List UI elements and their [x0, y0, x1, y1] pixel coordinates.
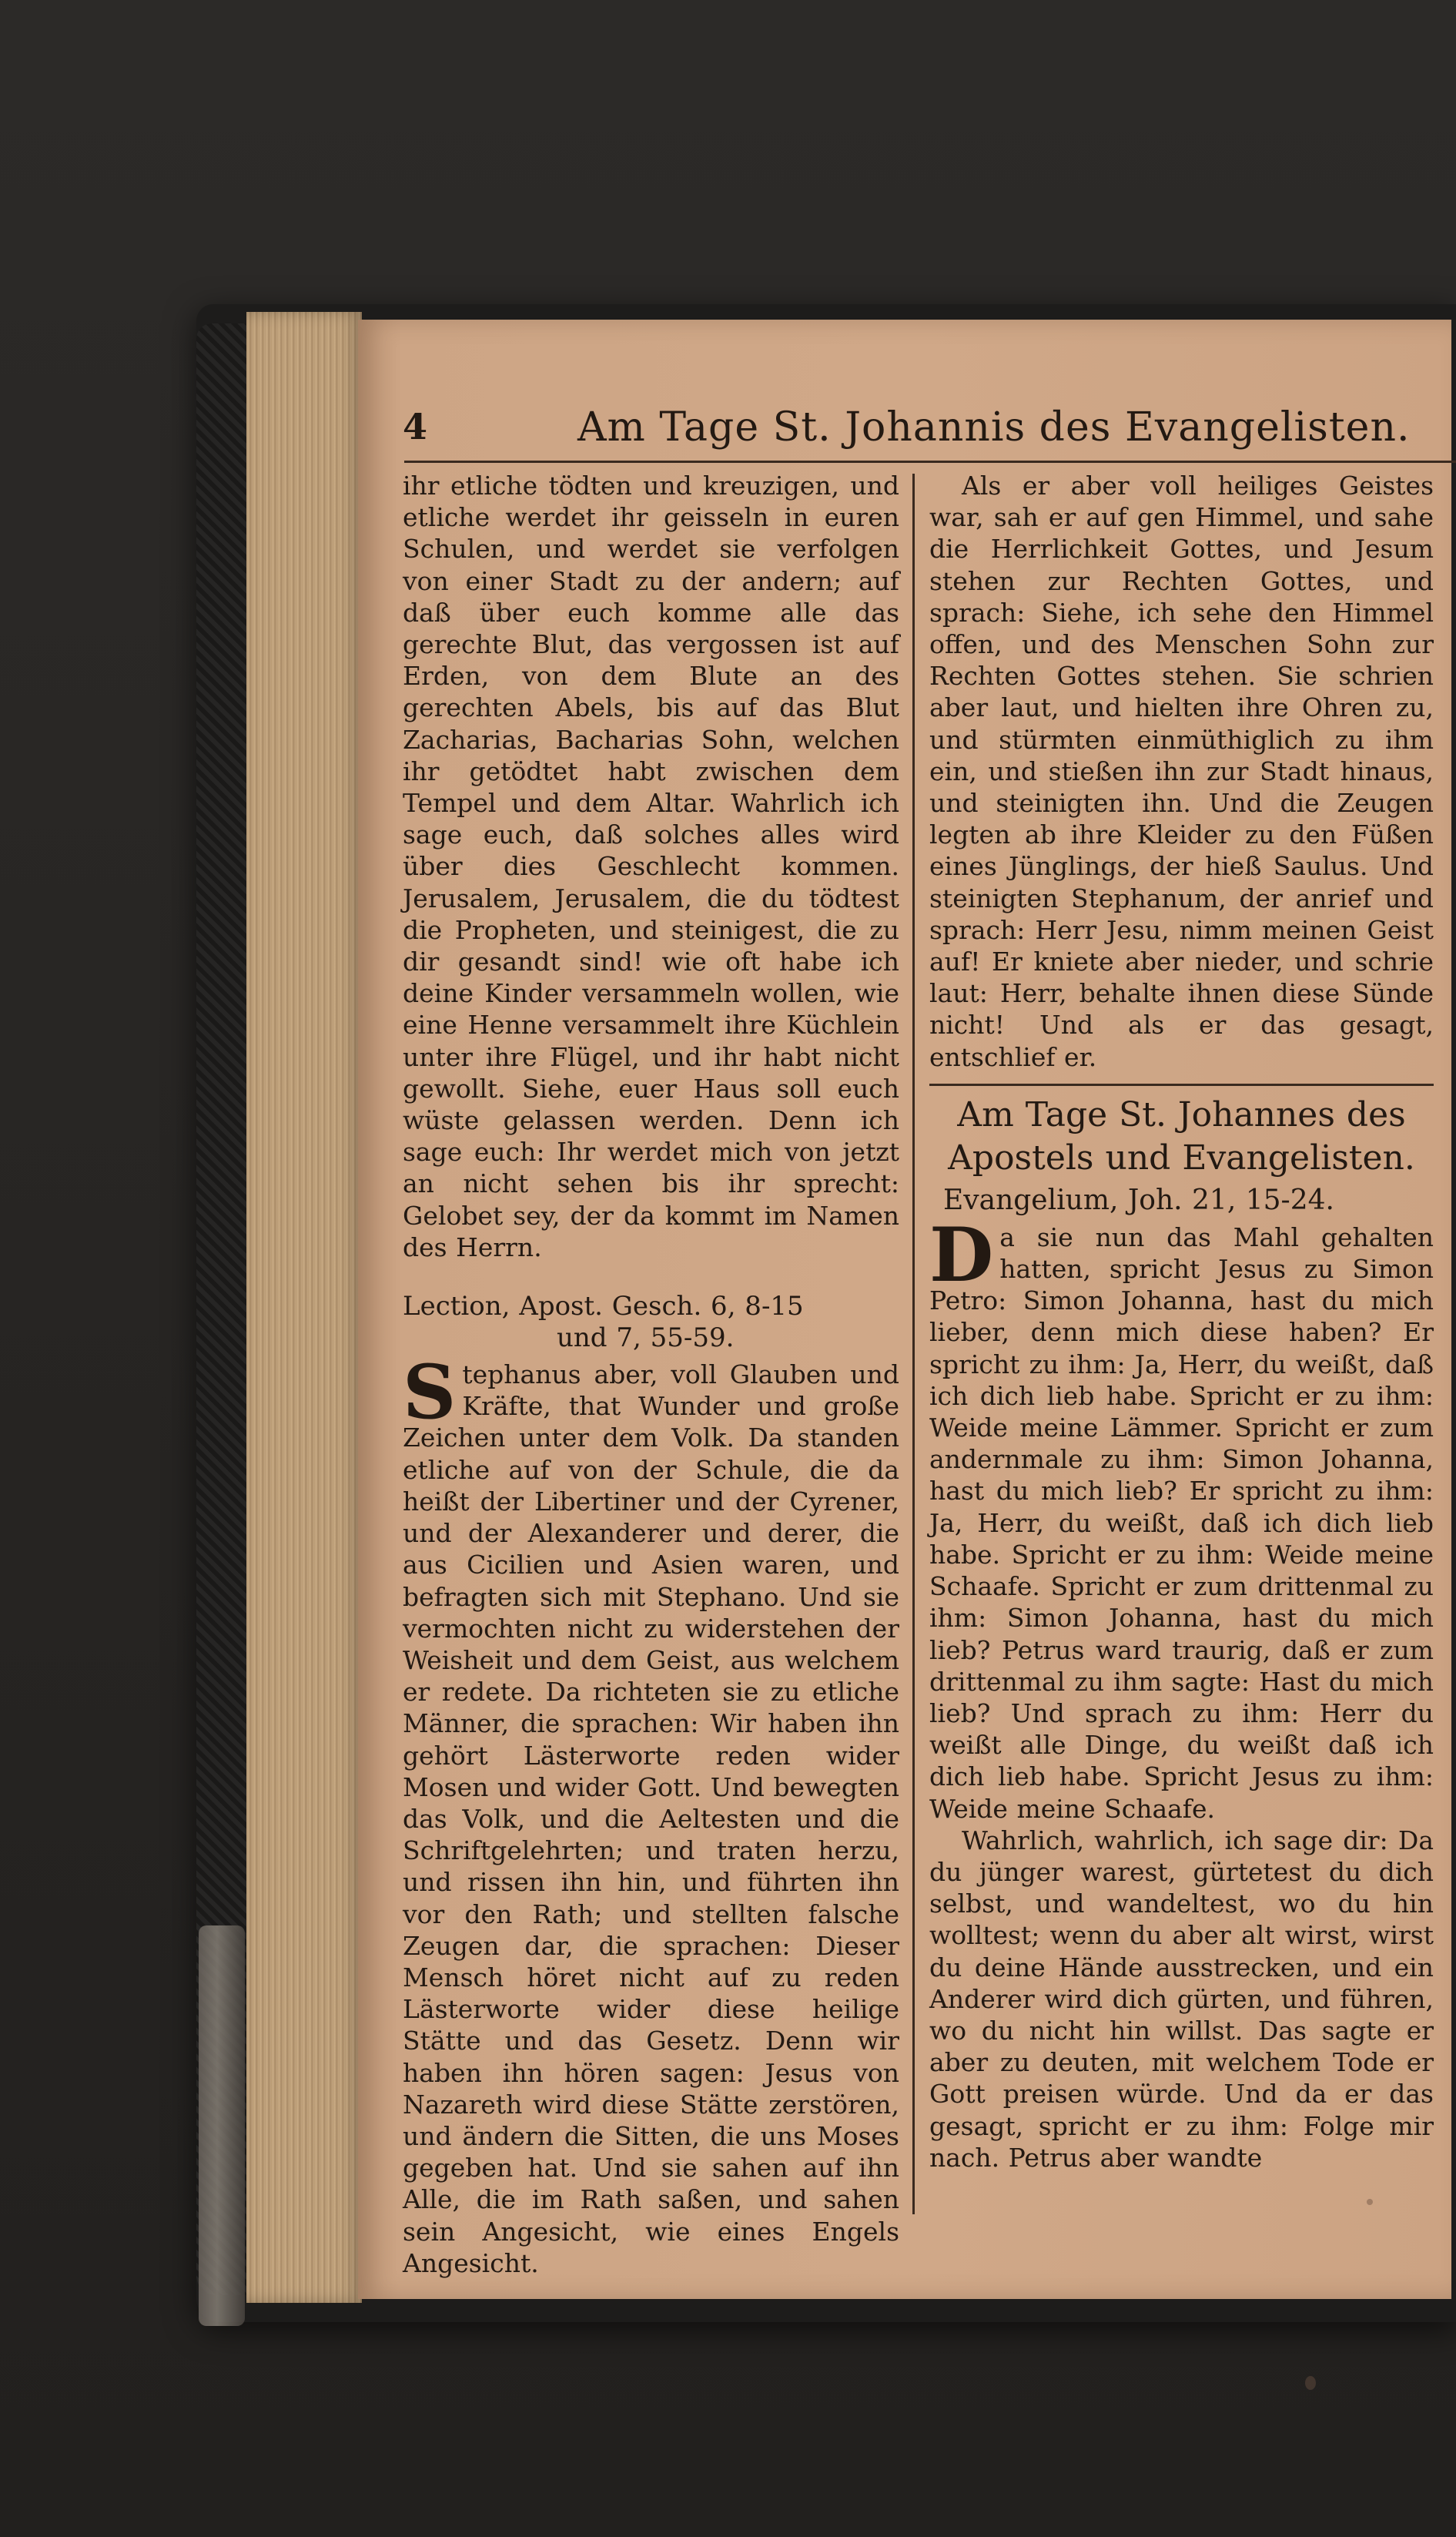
right-column [929, 470, 1434, 2173]
lection-heading-title: Lection, Apost. Gesch. 6, 8-15 [403, 1291, 804, 1322]
paper-spot [1367, 2199, 1373, 2205]
lection-paragraph [403, 1349, 899, 2279]
gospel-reference: Evangelium, Joh. 21, 15-24. [943, 1184, 1334, 1216]
lection-heading-ref: und 7, 55-59. [557, 1322, 735, 1354]
page-edges [246, 312, 362, 2303]
right-paragraph-last: Wahrlich, wahrlich, ich sage dir: Da du jünger warest, gürtetest du dich selbst, und wandeltest, wo du hin wolltest; wenn du aber alt wirst, wirst du deine Hände ausstrecken, und ein Anderer wird dich gürten, und führen, wo du nicht hin willst. Das sagte er aber zu deuten, mit welchem Tode er Gott preisen würde. Und da er das gesagt, spricht er zu ihm: Folge mir nach. Petrus aber wandte [929, 1825, 1434, 2173]
book-page [358, 320, 1451, 2299]
header-rule [404, 461, 1456, 463]
column-divider [912, 474, 915, 2214]
section-rule [929, 1084, 1434, 1086]
lection-dropcap: S [403, 1349, 457, 1436]
gospel-dropcap: D [929, 1211, 994, 1299]
feast-title-line-1: Am Tage St. Johannes des [957, 1094, 1406, 1134]
left-column [403, 470, 899, 2279]
feast-title-line-2: Apostels und Evangelisten. [948, 1138, 1415, 1178]
running-head: Am Tage St. Johannis des Evangelisten. [577, 404, 1411, 451]
gospel-text: a sie nun das Mahl gehalten hatten, spricht Jesus zu Simon Petro: Simon Johanna, hast du mich lieber, denn mich diese haben? Er spricht zu ihm: Ja, Herr, du weißt, daß ich dich lieb habe. Spricht er zu ihm: Weide meine Lämmer. Spricht er zum andernmale zu ihm: Simon Johanna, hast du mich lieb? Er spricht zu ihm: Ja, Herr, du weißt, daß ich dich lieb habe. Spricht er zu ihm: Weide meine Schaafe. Spricht er zum drittenmal zu ihm: Simon Johanna, hast du mich lieb? Petrus ward traurig, daß er zum drittenmal zu ihm sagte: Hast du mich lieb? Und sprach zu ihm: Herr du weißt alle Dinge, du weißt daß ich dich lieb habe. Spricht Jesus zu ihm: Weide meine Schaafe. [929, 1222, 1434, 1824]
paper-spot [1305, 2376, 1316, 2390]
right-paragraph-stephen: Als er aber voll heiliges Geistes war, sah er auf gen Himmel, und sahe die Herrlichkeit Gottes, und Jesum stehen zur Rechten Gottes, und sprach: Siehe, ich sehe den Himmel offen, und des Menschen Sohn zur Rechten Gottes stehen. Sie schrien aber laut, und hielten ihre Ohren zu, und stürmten einmüthiglich zu ihm ein, und stießen ihn zur Stadt hinaus, und steinigten ihn. Und die Zeugen legten ab ihre Kleider zu den Füßen eines Jünglings, der hieß Saulus. Und steinigten Stephanum, der anrief und sprach: Herr Jesu, nimm meinen Geist auf! Er kniete aber nieder, und schrie laut: Herr, behalte ihnen diese Sünde nicht! Und als er das gesagt, entschlief er. [929, 471, 1434, 1072]
left-paragraph-continuation: ihr etliche tödten und kreuzigen, und etliche werdet ihr geisseln in euren Schulen, und werdet sie verfolgen von einer Stadt zu der andern; auf daß über euch komme alle das gerechte Blut, das vergossen ist auf Erden, von dem Blute an des gerechten Abels, bis auf das Blut Zacharias, Bacharias Sohn, welchen ihr getödtet habt zwischen dem Tempel und dem Altar. Wahrlich ich sage euch, daß solches alles wird über dies Geschlecht kommen. Jerusalem, Jerusalem, die du tödtest die Propheten, und steinigest, die zu dir gesandt sind! wie oft habe ich deine Kinder versammeln wollen, wie eine Henne versammelt ihre Küchlein unter ihre Flügel, und ihr habt nicht gewollt. Siehe, euer Haus soll euch wüste gelassen werden. Denn ich sage euch: Ihr werdet mich von jetzt an nicht sehen bis ihr sprecht: Gelobet sey, der da kommt im Namen des Herrn. [403, 471, 899, 1262]
lection-text: tephanus aber, voll Glauben und Kräfte, that Wunder und große Zeichen unter dem Volk. Da standen etliche auf von der Schule, die da heißt der Libertiner und der Cyrener, und der Alexanderer und derer, die aus Cicilien und Asien waren, und befragten sich mit Stephano. Und sie vermochten nicht zu widerstehen der Weisheit und dem Geist, aus welchem er redete. Da richteten sie zu etliche Männer, die sprachen: Wir haben ihn gehört Lästerworte reden wider Mosen und wider Gott. Und bewegten das Volk, und die Aeltesten und die Schriftgelehrten; und traten herzu, und rissen ihn hin, und führten ihn vor den Rath; und stellten falsche Zeugen dar, die sprachen: Dieser Mensch höret nicht auf zu reden Lästerworte wider diese heilige Stätte und das Gesetz. Denn wir haben ihn hören sagen: Jesus von Nazareth wird diese Stätte zerstören, und ändern die Sitten, die uns Moses gegeben hat. Und sie sahen auf ihn Alle, die im Rath saßen, und sahen sein Angesicht, wie eines Engels Angesicht. [403, 1359, 899, 2278]
lection-heading [403, 1291, 899, 1354]
worn-cover-corner [199, 1925, 245, 2326]
page-number: 4 [403, 406, 428, 447]
gospel-paragraph [929, 1211, 1434, 1825]
